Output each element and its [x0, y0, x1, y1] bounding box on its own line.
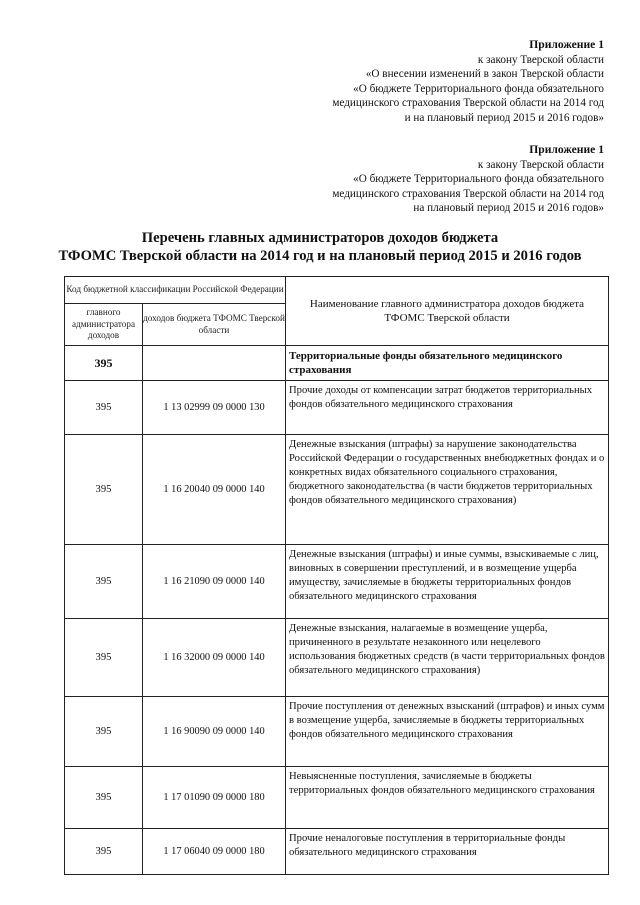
row-name: Прочие неналоговые поступления в территориальные фонды обязательного медицинского страхования	[286, 829, 609, 875]
header-main-administrator: главного администратора доходов	[65, 304, 143, 346]
row-revenue-code: 1 16 90090 09 0000 140	[143, 697, 286, 767]
appendix-1-line: к закону Тверской области	[477, 53, 604, 66]
table-row	[65, 767, 609, 829]
appendix-1-line: и на плановый период 2015 и 2016 годов»	[404, 111, 604, 124]
table-row	[65, 381, 609, 435]
table-row	[65, 829, 609, 875]
table-row	[65, 619, 609, 697]
row-revenue-code: 1 16 21090 09 0000 140	[143, 545, 286, 619]
row-admin-code: 395	[65, 545, 143, 619]
row-revenue-code: 1 17 06040 09 0000 180	[143, 829, 286, 875]
table-row	[65, 435, 609, 545]
appendix-1-heading: Приложение 1	[529, 38, 604, 51]
header-classification-code: Код бюджетной классификации Российской Федерации	[65, 277, 286, 304]
row-revenue-code: 1 13 02999 09 0000 130	[143, 381, 286, 435]
row-admin-code: 395	[65, 619, 143, 697]
appendix-1-line: «О бюджете Территориального фонда обязательного	[353, 82, 604, 95]
group-empty-cell	[143, 346, 286, 381]
header-revenue-code: доходов бюджета ТФОМС Тверской области	[143, 304, 286, 346]
table-group-row	[65, 346, 609, 381]
appendix-1-line: медицинского страхования Тверской области на 2014 год	[332, 97, 604, 110]
appendix-2-line: медицинского страхования Тверской области на 2014 год	[332, 187, 604, 200]
table-header-row	[65, 277, 609, 304]
document-title	[0, 229, 640, 265]
appendix-2-line: на плановый период 2015 и 2016 годов»	[413, 202, 604, 215]
appendix-2-line: к закону Тверской области	[477, 158, 604, 171]
row-revenue-code: 1 16 32000 09 0000 140	[143, 619, 286, 697]
row-name: Невыясненные поступления, зачисляемые в бюджеты территориальных фондов обязательного медицинского страхования	[286, 767, 609, 829]
title-line-1: Перечень главных администраторов доходов бюджета	[141, 230, 499, 246]
administrators-table	[64, 276, 609, 875]
row-name: Денежные взыскания, налагаемые в возмещение ущерба, причиненного в результате незаконного или нецелевого использования бюджетных средств (в части территориальных фондов обязательного медицинского страхования)	[286, 619, 609, 697]
row-name: Прочие поступления от денежных взысканий (штрафов) и иных сумм в возмещение ущерба, зачисляемые в бюджеты территориальных фондов обязательного медицинского страхования	[286, 697, 609, 767]
row-admin-code: 395	[65, 381, 143, 435]
group-admin-code: 395	[65, 346, 143, 381]
title-line-2: ТФОМС Тверской области на 2014 год и на плановый период 2015 и 2016 годов	[58, 248, 582, 264]
row-name: Денежные взыскания (штрафы) за нарушение законодательства Российской Федерации о государственных внебюджетных фондах и о конкретных видах обязательного социального страхования, бюджетного законодательства (в части бюджетов территориальных фондов обязательного медицинского страхования)	[286, 435, 609, 545]
row-name: Денежные взыскания (штрафы) и иные суммы, взыскиваемые с лиц, виновных в совершении преступлений, и в возмещение ущерба имуществу, зачисляемые в бюджеты территориальных фондов обязательного медицинского страхования	[286, 545, 609, 619]
row-revenue-code: 1 17 01090 09 0000 180	[143, 767, 286, 829]
row-revenue-code: 1 16 20040 09 0000 140	[143, 435, 286, 545]
appendix-2-line: «О бюджете Территориального фонда обязательного	[353, 173, 604, 186]
appendix-1-line: «О внесении изменений в закон Тверской области	[365, 68, 604, 81]
row-admin-code: 395	[65, 767, 143, 829]
row-admin-code: 395	[65, 435, 143, 545]
table-row	[65, 697, 609, 767]
appendix-1-block	[332, 38, 604, 126]
appendix-2-block	[332, 143, 604, 216]
row-admin-code: 395	[65, 697, 143, 767]
group-name: Территориальные фонды обязательного медицинского страхования	[286, 346, 609, 381]
appendix-2-heading: Приложение 1	[529, 143, 604, 156]
header-administrator-name: Наименование главного администратора доходов бюджета ТФОМС Тверской области	[286, 277, 609, 346]
row-admin-code: 395	[65, 829, 143, 875]
table-row	[65, 545, 609, 619]
row-name: Прочие доходы от компенсации затрат бюджетов территориальных фондов обязательного медицинского страхования	[286, 381, 609, 435]
